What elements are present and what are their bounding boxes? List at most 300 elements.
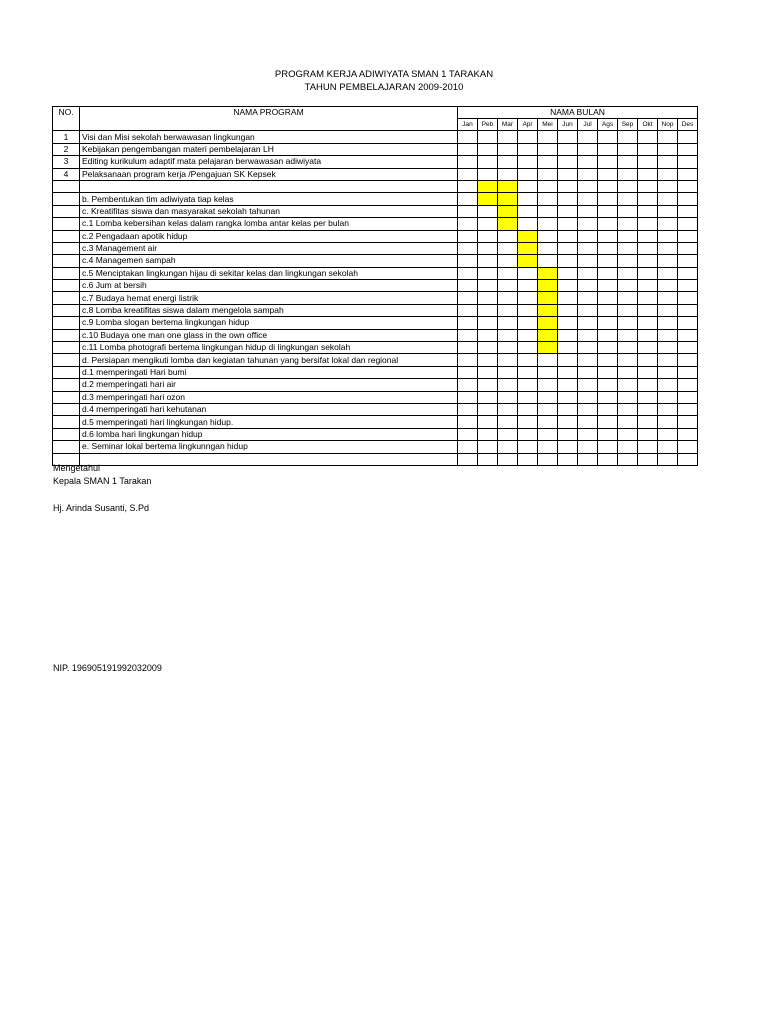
month-cell-mar <box>498 416 518 428</box>
row-number <box>53 280 80 292</box>
program-name: c.7 Budaya hemat energi listrik <box>80 292 458 304</box>
month-cell-nop <box>658 255 678 267</box>
month-cell-mar <box>498 317 518 329</box>
month-cell-mei <box>538 168 558 180</box>
row-number <box>53 180 80 192</box>
month-cell-jul <box>578 131 598 143</box>
month-cell-des <box>678 242 698 254</box>
month-cell-mar <box>498 403 518 415</box>
month-cell-apr <box>518 428 538 440</box>
program-name: d.2 memperingati hari air <box>80 379 458 391</box>
month-cell-okt <box>638 205 658 217</box>
month-cell-sep <box>618 304 638 316</box>
month-cell-nop <box>658 304 678 316</box>
row-number <box>53 205 80 217</box>
month-cell-jun <box>558 193 578 205</box>
month-cell-jun <box>558 267 578 279</box>
month-cell-peb <box>478 342 498 354</box>
month-cell-ags <box>598 168 618 180</box>
month-cell-jan <box>458 342 478 354</box>
month-cell-apr <box>518 267 538 279</box>
program-name: Visi dan Misi sekolah berwawasan lingkungan <box>80 131 458 143</box>
month-cell-jan <box>458 354 478 366</box>
month-cell-sep <box>618 193 638 205</box>
month-cell-ags <box>598 280 618 292</box>
month-cell-jun <box>558 403 578 415</box>
signature-name: Hj. Arinda Susanti, S.Pd <box>53 503 150 513</box>
table-row <box>53 131 698 143</box>
month-cell-jun <box>558 379 578 391</box>
month-cell-sep <box>618 416 638 428</box>
month-cell-peb <box>478 242 498 254</box>
month-cell-jan <box>458 131 478 143</box>
month-cell-jan <box>458 329 478 341</box>
month-cell-ags <box>598 441 618 453</box>
month-cell-okt <box>638 292 658 304</box>
month-cell-nop <box>658 230 678 242</box>
table-row <box>53 304 698 316</box>
month-cell-jul <box>578 379 598 391</box>
month-cell-jan <box>458 168 478 180</box>
month-cell-jul <box>578 366 598 378</box>
program-name: d.4 memperingati hari kehutanan <box>80 403 458 415</box>
month-cell-jul <box>578 329 598 341</box>
program-name: b. Pembentukan tim adiwiyata tiap kelas <box>80 193 458 205</box>
scheduled-cell-apr <box>518 230 538 242</box>
month-cell-des <box>678 379 698 391</box>
month-cell-ags <box>598 193 618 205</box>
month-cell-jan <box>458 317 478 329</box>
month-cell-jan <box>458 391 478 403</box>
month-cell-jan <box>458 230 478 242</box>
month-cell-apr <box>518 205 538 217</box>
month-cell-jun <box>558 354 578 366</box>
month-cell-apr <box>518 168 538 180</box>
month-cell-peb <box>478 391 498 403</box>
month-cell-ags <box>598 354 618 366</box>
month-cell-sep <box>618 403 638 415</box>
table-row <box>53 441 698 453</box>
program-name: c.9 Lomba slogan bertema lingkungan hidup <box>80 317 458 329</box>
month-cell-okt <box>638 131 658 143</box>
month-cell-jan <box>458 267 478 279</box>
month-cell-ags <box>598 366 618 378</box>
month-cell-okt <box>638 242 658 254</box>
program-name <box>80 180 458 192</box>
month-cell-sep <box>618 255 638 267</box>
month-cell-sep <box>618 218 638 230</box>
month-cell-sep <box>618 143 638 155</box>
month-cell-nop <box>658 428 678 440</box>
month-cell-jul <box>578 143 598 155</box>
month-cell-sep <box>618 230 638 242</box>
month-cell-mei <box>538 242 558 254</box>
month-cell-apr <box>518 131 538 143</box>
month-cell-jun <box>558 143 578 155</box>
month-cell-jul <box>578 230 598 242</box>
month-cell-jul <box>578 453 598 465</box>
month-cell-ags <box>598 403 618 415</box>
month-cell-nop <box>658 366 678 378</box>
month-cell-sep <box>618 156 638 168</box>
month-cell-jun <box>558 131 578 143</box>
table-row <box>53 255 698 267</box>
month-cell-okt <box>638 441 658 453</box>
program-name: c.1 Lomba kebersihan kelas dalam rangka lomba antar kelas per bulan <box>80 218 458 230</box>
month-cell-nop <box>658 292 678 304</box>
month-cell-nop <box>658 193 678 205</box>
table-row <box>53 403 698 415</box>
month-cell-sep <box>618 453 638 465</box>
program-name: d.6 lomba hari lingkungan hidup <box>80 428 458 440</box>
month-cell-apr <box>518 366 538 378</box>
month-cell-jul <box>578 255 598 267</box>
month-cell-mar <box>498 366 518 378</box>
program-name: d. Persiapan mengikuti lomba dan kegiatan tahunan yang bersifat lokal dan regional <box>80 354 458 366</box>
month-cell-peb <box>478 379 498 391</box>
scheduled-cell-mei <box>538 317 558 329</box>
month-cell-jan <box>458 441 478 453</box>
month-cell-des <box>678 230 698 242</box>
month-cell-jan <box>458 255 478 267</box>
month-cell-apr <box>518 193 538 205</box>
month-cell-nop <box>658 205 678 217</box>
month-cell-apr <box>518 441 538 453</box>
row-number <box>53 379 80 391</box>
month-cell-des <box>678 329 698 341</box>
month-cell-ags <box>598 317 618 329</box>
month-cell-nop <box>658 218 678 230</box>
program-name: Editing kurikulum adaptif mata pelajaran berwawasan adiwiyata <box>80 156 458 168</box>
month-cell-jun <box>558 255 578 267</box>
month-cell-ags <box>598 428 618 440</box>
row-number <box>53 403 80 415</box>
scheduled-cell-apr <box>518 242 538 254</box>
month-header-apr: Apr <box>518 119 538 131</box>
scheduled-cell-mar <box>498 218 518 230</box>
month-cell-jan <box>458 280 478 292</box>
month-cell-des <box>678 317 698 329</box>
month-cell-jan <box>458 143 478 155</box>
month-cell-apr <box>518 156 538 168</box>
month-cell-des <box>678 403 698 415</box>
row-number <box>53 292 80 304</box>
scheduled-cell-mar <box>498 205 518 217</box>
month-cell-nop <box>658 329 678 341</box>
program-name: d.1 memperingati Hari bumi <box>80 366 458 378</box>
month-cell-mei <box>538 143 558 155</box>
month-cell-mar <box>498 453 518 465</box>
table-row <box>53 242 698 254</box>
scheduled-cell-mei <box>538 267 558 279</box>
month-cell-apr <box>518 379 538 391</box>
month-cell-ags <box>598 453 618 465</box>
month-cell-apr <box>518 403 538 415</box>
month-cell-okt <box>638 255 658 267</box>
month-cell-jun <box>558 292 578 304</box>
month-cell-jul <box>578 280 598 292</box>
month-cell-nop <box>658 317 678 329</box>
month-cell-jan <box>458 292 478 304</box>
month-cell-okt <box>638 453 658 465</box>
program-name: Pelaksanaan program kerja /Pengajuan SK Kepsek <box>80 168 458 180</box>
table-row <box>53 230 698 242</box>
month-cell-mar <box>498 242 518 254</box>
month-header-okt: Okt <box>638 119 658 131</box>
month-cell-des <box>678 143 698 155</box>
month-cell-apr <box>518 304 538 316</box>
month-cell-ags <box>598 342 618 354</box>
program-name: c.6 Jum at bersih <box>80 280 458 292</box>
month-cell-jan <box>458 403 478 415</box>
month-cell-okt <box>638 391 658 403</box>
month-cell-sep <box>618 280 638 292</box>
month-cell-jul <box>578 193 598 205</box>
month-cell-apr <box>518 391 538 403</box>
month-header-jun: Jun <box>558 119 578 131</box>
month-cell-jan <box>458 453 478 465</box>
row-number <box>53 193 80 205</box>
month-cell-jun <box>558 156 578 168</box>
month-cell-peb <box>478 354 498 366</box>
month-cell-mar <box>498 342 518 354</box>
month-header-mei: Mei <box>538 119 558 131</box>
month-cell-peb <box>478 366 498 378</box>
program-name: d.5 memperingati hari lingkungan hidup. <box>80 416 458 428</box>
scheduled-cell-mei <box>538 304 558 316</box>
month-cell-jun <box>558 218 578 230</box>
table-row <box>53 416 698 428</box>
month-cell-mei <box>538 428 558 440</box>
row-number <box>53 329 80 341</box>
month-cell-jul <box>578 267 598 279</box>
month-cell-jul <box>578 441 598 453</box>
month-cell-nop <box>658 156 678 168</box>
month-cell-ags <box>598 143 618 155</box>
scheduled-cell-mei <box>538 329 558 341</box>
month-cell-jan <box>458 379 478 391</box>
month-cell-nop <box>658 403 678 415</box>
month-cell-jun <box>558 441 578 453</box>
month-header-des: Des <box>678 119 698 131</box>
month-cell-ags <box>598 391 618 403</box>
month-cell-ags <box>598 205 618 217</box>
month-cell-mei <box>538 354 558 366</box>
month-header-nop: Nop <box>658 119 678 131</box>
month-cell-des <box>678 416 698 428</box>
month-header-ags: Ags <box>598 119 618 131</box>
row-number: 2 <box>53 143 80 155</box>
month-cell-okt <box>638 416 658 428</box>
month-cell-mei <box>538 180 558 192</box>
month-cell-okt <box>638 317 658 329</box>
month-cell-nop <box>658 280 678 292</box>
month-cell-ags <box>598 180 618 192</box>
month-cell-okt <box>638 168 658 180</box>
table-row <box>53 292 698 304</box>
scheduled-cell-mei <box>538 280 558 292</box>
month-cell-okt <box>638 230 658 242</box>
month-cell-okt <box>638 180 658 192</box>
month-cell-okt <box>638 143 658 155</box>
month-header-jan: Jan <box>458 119 478 131</box>
scheduled-cell-mar <box>498 180 518 192</box>
month-cell-okt <box>638 304 658 316</box>
row-number: 3 <box>53 156 80 168</box>
month-cell-jul <box>578 428 598 440</box>
month-cell-sep <box>618 180 638 192</box>
program-name: c.8 Lomba kreatifitas siswa dalam mengelola sampah <box>80 304 458 316</box>
month-cell-jan <box>458 428 478 440</box>
month-cell-jan <box>458 416 478 428</box>
month-cell-okt <box>638 428 658 440</box>
month-cell-apr <box>518 453 538 465</box>
month-cell-mei <box>538 205 558 217</box>
month-cell-peb <box>478 453 498 465</box>
month-cell-jul <box>578 168 598 180</box>
table-row <box>53 329 698 341</box>
month-cell-mar <box>498 428 518 440</box>
table-row <box>53 156 698 168</box>
month-cell-jun <box>558 280 578 292</box>
row-number <box>53 255 80 267</box>
table-row <box>53 168 698 180</box>
month-cell-jul <box>578 416 598 428</box>
month-cell-jul <box>578 180 598 192</box>
document-title: PROGRAM KERJA ADIWIYATA SMAN 1 TARAKAN <box>274 69 494 80</box>
month-header-sep: Sep <box>618 119 638 131</box>
month-cell-des <box>678 391 698 403</box>
scheduled-cell-peb <box>478 193 498 205</box>
month-cell-peb <box>478 329 498 341</box>
month-cell-sep <box>618 428 638 440</box>
month-cell-peb <box>478 230 498 242</box>
month-cell-mar <box>498 143 518 155</box>
month-cell-jul <box>578 156 598 168</box>
month-cell-nop <box>658 242 678 254</box>
month-cell-apr <box>518 342 538 354</box>
month-cell-nop <box>658 391 678 403</box>
month-cell-des <box>678 453 698 465</box>
row-number <box>53 317 80 329</box>
month-cell-ags <box>598 218 618 230</box>
month-cell-okt <box>638 379 658 391</box>
month-cell-sep <box>618 441 638 453</box>
month-cell-mei <box>538 416 558 428</box>
table-row <box>53 391 698 403</box>
month-cell-sep <box>618 131 638 143</box>
month-cell-mei <box>538 379 558 391</box>
month-cell-des <box>678 280 698 292</box>
month-cell-mar <box>498 354 518 366</box>
program-name: c.10 Budaya one man one glass in the own office <box>80 329 458 341</box>
scheduled-cell-mei <box>538 292 558 304</box>
month-cell-jul <box>578 218 598 230</box>
month-cell-jan <box>458 242 478 254</box>
table-row <box>53 317 698 329</box>
month-cell-peb <box>478 168 498 180</box>
row-number: 4 <box>53 168 80 180</box>
signature-nip: NIP. 196905191992032009 <box>53 663 162 673</box>
month-cell-okt <box>638 280 658 292</box>
month-cell-apr <box>518 280 538 292</box>
month-cell-nop <box>658 342 678 354</box>
table-row <box>53 453 698 465</box>
month-cell-jun <box>558 230 578 242</box>
schedule-table <box>52 106 698 466</box>
month-cell-des <box>678 156 698 168</box>
month-cell-mei <box>538 453 558 465</box>
table-row <box>53 379 698 391</box>
program-name <box>80 453 458 465</box>
month-cell-okt <box>638 267 658 279</box>
month-cell-jul <box>578 403 598 415</box>
month-cell-mar <box>498 280 518 292</box>
month-cell-peb <box>478 317 498 329</box>
month-cell-jul <box>578 342 598 354</box>
month-cell-ags <box>598 379 618 391</box>
program-name: c.4 Managemen sampah <box>80 255 458 267</box>
month-cell-jun <box>558 366 578 378</box>
month-cell-jun <box>558 391 578 403</box>
row-number <box>53 354 80 366</box>
month-cell-mar <box>498 267 518 279</box>
month-cell-sep <box>618 354 638 366</box>
month-cell-des <box>678 267 698 279</box>
month-cell-jan <box>458 218 478 230</box>
month-cell-jul <box>578 242 598 254</box>
month-cell-peb <box>478 131 498 143</box>
month-cell-okt <box>638 403 658 415</box>
month-cell-jun <box>558 416 578 428</box>
month-cell-jun <box>558 317 578 329</box>
header-row <box>53 107 698 119</box>
month-header-mar: Mar <box>498 119 518 131</box>
month-cell-jan <box>458 366 478 378</box>
header-program: NAMA PROGRAM <box>80 107 458 131</box>
month-cell-nop <box>658 180 678 192</box>
month-cell-jun <box>558 180 578 192</box>
month-cell-des <box>678 205 698 217</box>
month-cell-okt <box>638 218 658 230</box>
month-cell-mar <box>498 379 518 391</box>
month-cell-jul <box>578 354 598 366</box>
month-cell-nop <box>658 416 678 428</box>
month-cell-nop <box>658 131 678 143</box>
table-row <box>53 205 698 217</box>
month-cell-jul <box>578 292 598 304</box>
month-cell-nop <box>658 354 678 366</box>
month-cell-jul <box>578 317 598 329</box>
month-cell-des <box>678 168 698 180</box>
row-number <box>53 267 80 279</box>
month-cell-des <box>678 342 698 354</box>
month-cell-ags <box>598 304 618 316</box>
month-header-jul: Jul <box>578 119 598 131</box>
table-row <box>53 428 698 440</box>
row-number <box>53 391 80 403</box>
month-cell-apr <box>518 329 538 341</box>
header-months-title: NAMA BULAN <box>458 107 698 119</box>
month-cell-sep <box>618 205 638 217</box>
month-cell-des <box>678 193 698 205</box>
signature-position: Kepala SMAN 1 Tarakan <box>53 476 152 486</box>
month-cell-jul <box>578 205 598 217</box>
program-name: d.3 memperingati hari ozon <box>80 391 458 403</box>
month-cell-apr <box>518 292 538 304</box>
month-cell-mar <box>498 230 518 242</box>
table-row <box>53 143 698 155</box>
